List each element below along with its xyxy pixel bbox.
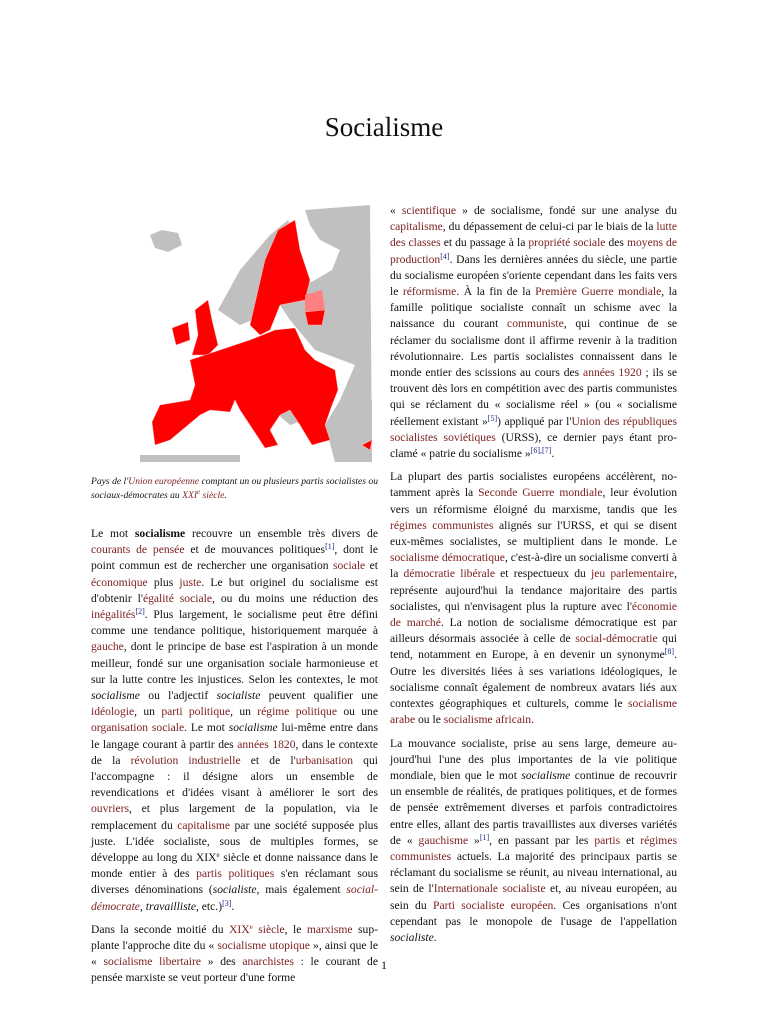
body-text: et [365, 559, 379, 573]
body-text: des [605, 236, 627, 250]
body-text: et [620, 833, 641, 847]
body-text: , qui continue de se réclamer du socialisme dont il affirme revenir à la tradition révolutionnaire. Les partis socialistes connaissent dans le monde entier des scissions au cours des [390, 317, 677, 380]
body-text: socialisme [134, 527, 186, 540]
body-text: , dont le principe de base est l'aspiration à un monde meilleur, fondé sur une organisation sociale harmonieuse et sur la lutte contre les injustices. Selon les contextes, le mot [91, 640, 378, 686]
body-text: s'en réclamant sous diverses dénominations ( [91, 867, 378, 897]
map-eu-ireland [172, 322, 190, 345]
body-text: . La notion de socialisme démocratique est par ailleurs désormais associée à celle de [390, 616, 677, 646]
body-text: . [551, 447, 555, 461]
map-eu-lithuania [305, 310, 325, 325]
wiki-link[interactable]: Union des républiques socialistes soviétiques [390, 414, 678, 444]
body-text: . [224, 489, 227, 501]
body-text: , en passant par les [489, 833, 595, 847]
paragraph [91, 922, 378, 987]
wiki-link[interactable]: XIX [229, 922, 250, 936]
body-text: alignés sur l'URSS, et qui se disent eux-mêmes socialistes, se multiplient dans le monde. Le [390, 518, 677, 549]
wiki-link[interactable]: inégalités [91, 608, 136, 622]
citation-link[interactable]: , [540, 446, 543, 456]
body-text: » de socialisme, fondé sur une analyse du [456, 204, 677, 217]
superscript[interactable]: e [249, 922, 253, 931]
wiki-link[interactable]: Internationale socialiste [433, 882, 546, 896]
wiki-link[interactable]: siècle [200, 489, 225, 501]
wiki-link[interactable]: années 1820 [237, 737, 296, 751]
paragraph [390, 203, 677, 462]
wiki-link[interactable]: socialisme arabe [390, 697, 677, 727]
body-text: peuvent qualifier une [260, 689, 379, 703]
body-text: recouvre un ensemble très divers de [185, 527, 378, 540]
wiki-link[interactable]: gauche [91, 640, 124, 654]
figure-caption [91, 475, 378, 502]
body-text: , c'est-à-dire un socialisme converti à la [390, 551, 677, 581]
citation-link[interactable]: [7] [542, 446, 552, 456]
wiki-link[interactable]: social-démocratie [575, 632, 658, 646]
body-text: , dans le contexte de la [91, 737, 378, 767]
wiki-link[interactable]: socialisme libertaire [103, 955, 201, 969]
body-text: . Ces organisations n'ont cependant pas le monopole de l'usage de l'appellation [390, 898, 677, 928]
body-text: , du dépassement de celui-ci par le biais de la [442, 220, 657, 234]
body-text: , etc.) [195, 899, 223, 913]
wiki-link[interactable]: égalité sociale [142, 591, 212, 605]
body-text: » [468, 833, 480, 847]
body-text: socialisme [521, 768, 571, 782]
wiki-link[interactable]: Seconde Guerre mondiale [478, 486, 603, 500]
body-text: socialiste [216, 689, 261, 703]
body-text: . Le mot [184, 721, 229, 735]
body-text: (URSS), ce dernier pays étant proclamé « patrie du socialisme » [390, 430, 677, 461]
body-text: socialiste [212, 883, 257, 897]
wiki-link[interactable]: scientifique [401, 204, 456, 217]
body-text: », ainsi que le « [91, 939, 378, 969]
wiki-link[interactable]: capitalisme [390, 220, 443, 234]
wiki-link[interactable]: Première Guerre mondiale [535, 285, 662, 299]
wiki-link[interactable]: Parti socialiste européen [433, 898, 554, 912]
citation-link[interactable]: [5] [487, 413, 498, 423]
body-text: qui l'accompagne : il désigne alors un ensemble de revendications et d'idées visant à améliorer le sort des [91, 753, 378, 800]
body-text: plus [147, 575, 180, 589]
body-text: , leur évolution vers un réformisme éloigné du marxisme, tandis que les [390, 486, 678, 516]
body-text: , mais également [256, 883, 347, 897]
wiki-link[interactable]: courants de pensée [91, 543, 185, 557]
wiki-link[interactable]: juste [179, 575, 202, 589]
wiki-link[interactable]: parti politique [161, 705, 231, 719]
body-text: actuels. La majorité des principaux partis se réclamant du socialisme se réunit, au niveau international, au sein de l' [390, 849, 677, 896]
body-text: . Outre les diversités liées à ses variations idéologiques, le socialisme connaît également de nombreux avatars liés aux contextes géographiques et culturels, comme le [390, 648, 677, 711]
body-text: . Le but originel du socialisme est d'obtenir l' [91, 575, 378, 605]
body-text: . [531, 713, 534, 727]
wiki-link[interactable]: propriété sociale [528, 236, 606, 250]
page-title: Socialisme [324, 112, 444, 142]
body-text: par une société supposée plus juste. L'idée socialiste, sous de multiples formes, se développe au long du XIX [91, 818, 378, 865]
body-text: Dans la seconde moitié du [91, 922, 230, 936]
body-text: ou l'adjectif [139, 689, 217, 703]
body-text: ; ils se trouvent dès lors en compétition avec des partis communistes qui se réclament du « socialisme réel » (ou « socialisme réellement existant » [390, 366, 677, 428]
body-text: continue de recouvrir un ensemble de réalités, de pratiques politiques, et de formes de pensée extrêmement diverses et parfois contradictoires entre elles, allant des partis travaillistes aux diverses variétés de « [390, 768, 678, 847]
wiki-link[interactable]: communiste [507, 317, 564, 331]
wiki-link[interactable]: socialisme africain [443, 713, 532, 727]
body-text: et du passage à la [440, 236, 529, 250]
wiki-link[interactable]: partis politiques [196, 867, 275, 881]
citation-link[interactable]: [1] [325, 542, 335, 552]
wiki-link[interactable]: démocratie libérale [403, 567, 495, 581]
citation-link[interactable]: [1] [479, 832, 490, 842]
paragraph [91, 526, 378, 915]
wiki-link[interactable]: partis [594, 833, 621, 847]
body-text: socialisme [91, 689, 140, 703]
wiki-link[interactable]: gauchisme [418, 833, 469, 847]
wiki-link[interactable]: moyens de production [390, 236, 677, 266]
body-text: , un [134, 705, 162, 719]
body-text: et de mouvances politiques [184, 543, 326, 557]
body-text: . Dans les dernières années du siècle, une partie du socialisme européen s'oriente cependant dans les faits vers le [390, 252, 677, 299]
body-text: supplante l'approche dite du « [91, 922, 378, 953]
wiki-link[interactable]: capitalisme [177, 818, 231, 832]
body-text: travailliste [145, 899, 196, 913]
map-eu-continent [152, 328, 338, 448]
left-column [91, 526, 378, 994]
body-text: , représente aujourd'hui la tendance majoritaire des partis socialistes, qui n'envisagent plus la rupture avec l' [390, 567, 678, 613]
eu-map-figure [100, 200, 380, 462]
wiki-link[interactable]: régimes communistes [390, 518, 494, 532]
wiki-link[interactable]: organisation sociale [91, 721, 185, 735]
page-number: 1 [381, 958, 387, 972]
body-text: Pays de l' [91, 476, 129, 487]
body-text: , le [284, 922, 307, 936]
body-text: . [231, 899, 235, 913]
body-text: La mouvance socialiste, prise au sens large, demeure aujourd'hui l'une des plus importantes de la vie politique mondiale, bien que le mot [390, 736, 677, 782]
body-text: La plupart des partis socialistes européens accélèrent, notamment après la [390, 470, 677, 500]
citation-link[interactable]: [6] [530, 446, 541, 456]
wiki-link[interactable]: années 1920 [583, 366, 642, 380]
wiki-link[interactable]: économie de marché [390, 599, 677, 630]
wiki-link[interactable]: siècle [252, 922, 285, 936]
map-land-africa [140, 455, 240, 462]
wiki-link[interactable]: socialisme démocratique [390, 551, 505, 565]
body-text: : le courant de pensée marxiste se veut porteur d'une forme [91, 955, 379, 985]
wiki-link[interactable]: régime politique [257, 705, 337, 719]
wiki-link[interactable]: socialisme utopique [217, 939, 310, 953]
wiki-link[interactable]: sociale [333, 559, 366, 573]
body-text: . À la fin de la [456, 285, 536, 299]
map-eu-uk [192, 300, 218, 355]
body-text: et, au niveau européen, au sein du [390, 882, 677, 912]
body-text: et de l' [240, 753, 296, 767]
body-text: , [139, 899, 146, 913]
body-text: ou une [337, 705, 378, 719]
body-text: Le mot [91, 527, 135, 540]
body-text: , la famille politique socialiste connaît un schisme avec la naissance du courant [390, 285, 678, 331]
body-text: qui tend, notamment en Europe, à en devenir un synonyme [390, 632, 678, 662]
body-text: , un [230, 705, 258, 719]
body-text: et respectueux du [494, 567, 592, 581]
citation-link[interactable]: [3] [222, 898, 232, 908]
wiki-link[interactable]: lutte des classes [390, 220, 677, 250]
body-text: , dont le point commun est de rechercher une organisation [91, 543, 378, 573]
wiki-link[interactable]: Union européenne [128, 476, 200, 487]
europe-map [100, 200, 380, 462]
body-text: socialisme [228, 721, 278, 735]
wiki-link[interactable]: économique [91, 575, 148, 589]
body-text: siècle et donne naissance dans le monde entier à des [91, 851, 378, 881]
citation-link[interactable]: [2] [135, 607, 145, 617]
body-text: « [390, 204, 402, 217]
body-text: lui-même entre dans le langage courant à partir des [91, 721, 378, 751]
wiki-link[interactable]: jeu parlementaire [591, 567, 675, 581]
wiki-link[interactable]: anarchistes [242, 955, 294, 969]
wiki-link[interactable]: marxisme [306, 922, 353, 936]
wiki-link[interactable]: ouvriers [91, 802, 129, 816]
superscript: e [216, 851, 220, 860]
right-column [390, 203, 677, 953]
wiki-link[interactable]: idéologie [91, 705, 135, 719]
paragraph [390, 736, 677, 947]
body-text: » des [201, 955, 243, 969]
citation-link[interactable]: [4] [440, 251, 450, 261]
paragraph [390, 469, 677, 728]
wiki-link[interactable]: urbanisation [295, 753, 354, 767]
body-text: . [433, 930, 437, 944]
body-text: ) appliqué par l' [497, 414, 572, 428]
wiki-link[interactable]: réformisme [402, 285, 457, 299]
body-text: . Plus largement, le socialisme peut être défini comme une tendance politique, historiquement marquée à [91, 608, 378, 638]
wiki-link[interactable]: social-démocrate [91, 883, 378, 913]
body-text: , et plus largement de la population, via le remplacement du [91, 802, 378, 832]
body-text: socialiste [390, 930, 434, 944]
body-text: comptant un ou plusieurs partis socialistes ou sociaux-démocrates au [91, 476, 379, 501]
wiki-link[interactable]: régimes communistes [390, 833, 677, 863]
body-text: , ou du moins une réduction des [212, 591, 378, 605]
wiki-link[interactable]: XXIe [182, 487, 201, 501]
map-land-iceland [150, 230, 182, 252]
wiki-link[interactable]: révolution industrielle [130, 753, 241, 767]
citation-link[interactable]: [8] [664, 647, 675, 657]
body-text: ou le [415, 713, 444, 727]
